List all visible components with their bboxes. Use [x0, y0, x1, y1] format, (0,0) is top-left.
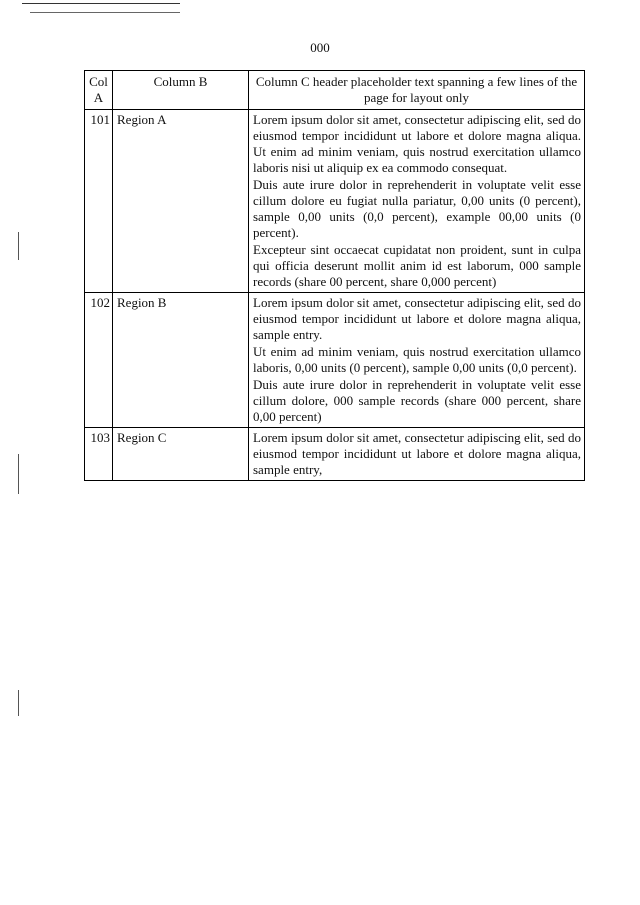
table-row: [85, 110, 585, 293]
row-justification: [249, 428, 585, 481]
table-row: [85, 428, 585, 481]
row-justification: [249, 293, 585, 428]
justification-paragraph: Excepteur sint occaecat cupidatat non proident, sunt in culpa qui officia deserunt mollit anim id est laborum, 000 sample records (share 00 percent, share 0,000 percent): [253, 242, 581, 289]
top-rule: [22, 3, 180, 4]
row-number: 103: [85, 428, 113, 481]
margin-mark: [18, 232, 19, 260]
margin-mark: [18, 454, 19, 494]
margin-mark: [18, 690, 19, 716]
row-justification: [249, 110, 585, 293]
header-justification: Column C header placeholder text spanning a few lines of the page for layout only: [249, 71, 585, 110]
page-number: 000: [310, 40, 330, 55]
justification-paragraph: Duis aute irure dolor in reprehenderit in voluptate velit esse cillum dolore eu fugiat nulla pariatur, 0,00 units (0 percent), sample 0,00 units (0,0 percent), example 00,00 units (0 percent).: [253, 177, 581, 240]
row-municipality: Region C: [113, 428, 249, 481]
table-header-row: [85, 71, 585, 110]
top-rule: [30, 12, 180, 13]
row-number: 101: [85, 110, 113, 293]
header-number: Col A: [85, 71, 113, 110]
table-row: [85, 293, 585, 428]
row-municipality: Region B: [113, 293, 249, 428]
justification-paragraph: Ut enim ad minim veniam, quis nostrud exercitation ullamco laboris, 0,00 units (0 percent), sample 0,00 units (0,0 percent).: [253, 344, 581, 375]
tariff-justification-table: [84, 70, 585, 481]
header-municipality: Column B: [113, 71, 249, 110]
row-municipality: Region A: [113, 110, 249, 293]
justification-paragraph: Lorem ipsum dolor sit amet, consectetur adipiscing elit, sed do eiusmod tempor incididunt ut labore et dolore magna aliqua. Ut enim ad minim veniam, quis nostrud exercitation ullamco laboris nisi ut aliquip ex ea commodo consequat.: [253, 112, 581, 175]
justification-paragraph: Lorem ipsum dolor sit amet, consectetur adipiscing elit, sed do eiusmod tempor incididunt ut labore et dolore magna aliqua, sample entry,: [253, 430, 581, 477]
row-number: 102: [85, 293, 113, 428]
justification-paragraph: Lorem ipsum dolor sit amet, consectetur adipiscing elit, sed do eiusmod tempor incididunt ut labore et dolore magna aliqua, sample entry.: [253, 295, 581, 342]
justification-paragraph: Duis aute irure dolor in reprehenderit in voluptate velit esse cillum dolore, 000 sample records (share 000 percent, share 0,00 percent): [253, 377, 581, 424]
